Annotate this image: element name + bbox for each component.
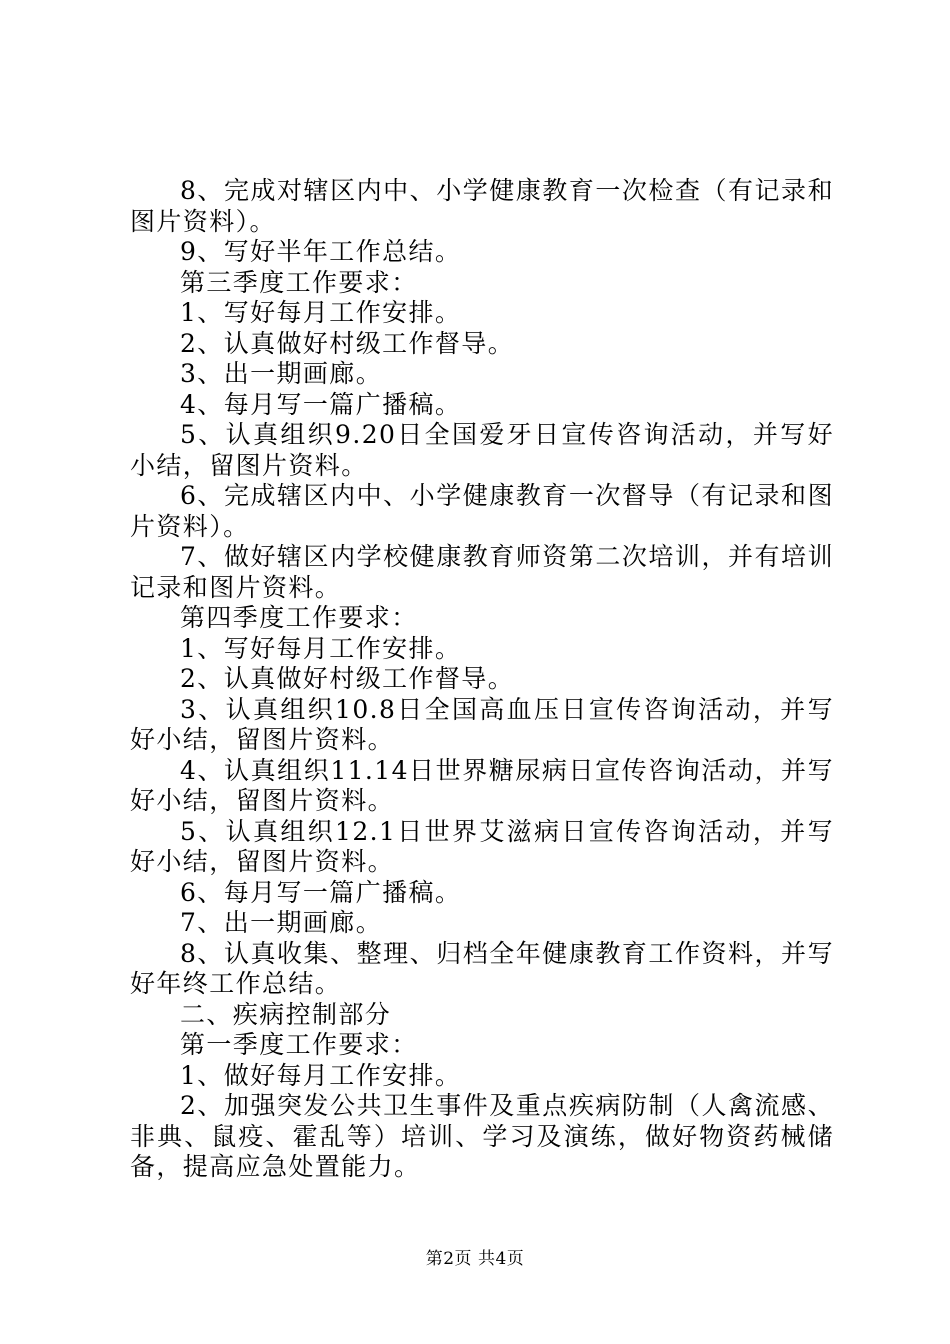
paragraph: 3、认真组织10.8日全国高血压日宣传咨询活动，并写好小结，留图片资料。 — [130, 694, 834, 754]
paragraph: 6、每月写一篇广播稿。 — [180, 877, 462, 907]
paragraph: 8、认真收集、整理、归档全年健康教育工作资料，并写好年终工作总结。 — [130, 938, 834, 998]
paragraph: 4、每月写一篇广播稿。 — [180, 389, 462, 419]
page-footer: 第2页 共4页 — [425, 1249, 525, 1269]
paragraph: 1、写好每月工作安排。 — [180, 633, 462, 663]
paragraph: 2、加强突发公共卫生事件及重点疾病防制（人禽流感、非典、鼠疫、霍乱等）培训、学习及演练，做好物资药械储备，提高应急处置能力。 — [130, 1091, 834, 1181]
section-heading: 第三季度工作要求： — [180, 267, 418, 297]
paragraph: 2、认真做好村级工作督导。 — [180, 328, 515, 358]
paragraph: 8、完成对辖区内中、小学健康教育一次检查（有记录和图片资料）。 — [130, 176, 834, 236]
section-heading: 第四季度工作要求： — [180, 603, 418, 632]
paragraph: 7、出一期画廊。 — [180, 908, 383, 937]
paragraph: 7、做好辖区内学校健康教育师资第二次培训，并有培训记录和图片资料。 — [130, 542, 834, 602]
paragraph: 6、完成辖区内中、小学健康教育一次督导（有记录和图片资料）。 — [130, 481, 834, 541]
paragraph: 1、写好每月工作安排。 — [180, 298, 462, 327]
paragraph: 3、出一期画廊。 — [180, 359, 383, 388]
paragraph: 4、认真组织11.14日世界糖尿病日宣传咨询活动，并写好小结，留图片资料。 — [130, 755, 834, 815]
paragraph: 5、认真组织9.20日全国爱牙日宣传咨询活动，并写好小结，留图片资料。 — [130, 420, 834, 480]
paragraph: 2、认真做好村级工作督导。 — [180, 664, 515, 693]
paragraph: 1、做好每月工作安排。 — [180, 1060, 462, 1090]
section-heading: 第一季度工作要求： — [180, 1030, 418, 1059]
document-body — [130, 176, 834, 1183]
part-heading: 二、疾病控制部分 — [180, 999, 392, 1029]
paragraph: 9、写好半年工作总结。 — [180, 237, 462, 266]
paragraph: 5、认真组织12.1日世界艾滋病日宣传咨询活动，并写好小结，留图片资料。 — [130, 816, 834, 876]
